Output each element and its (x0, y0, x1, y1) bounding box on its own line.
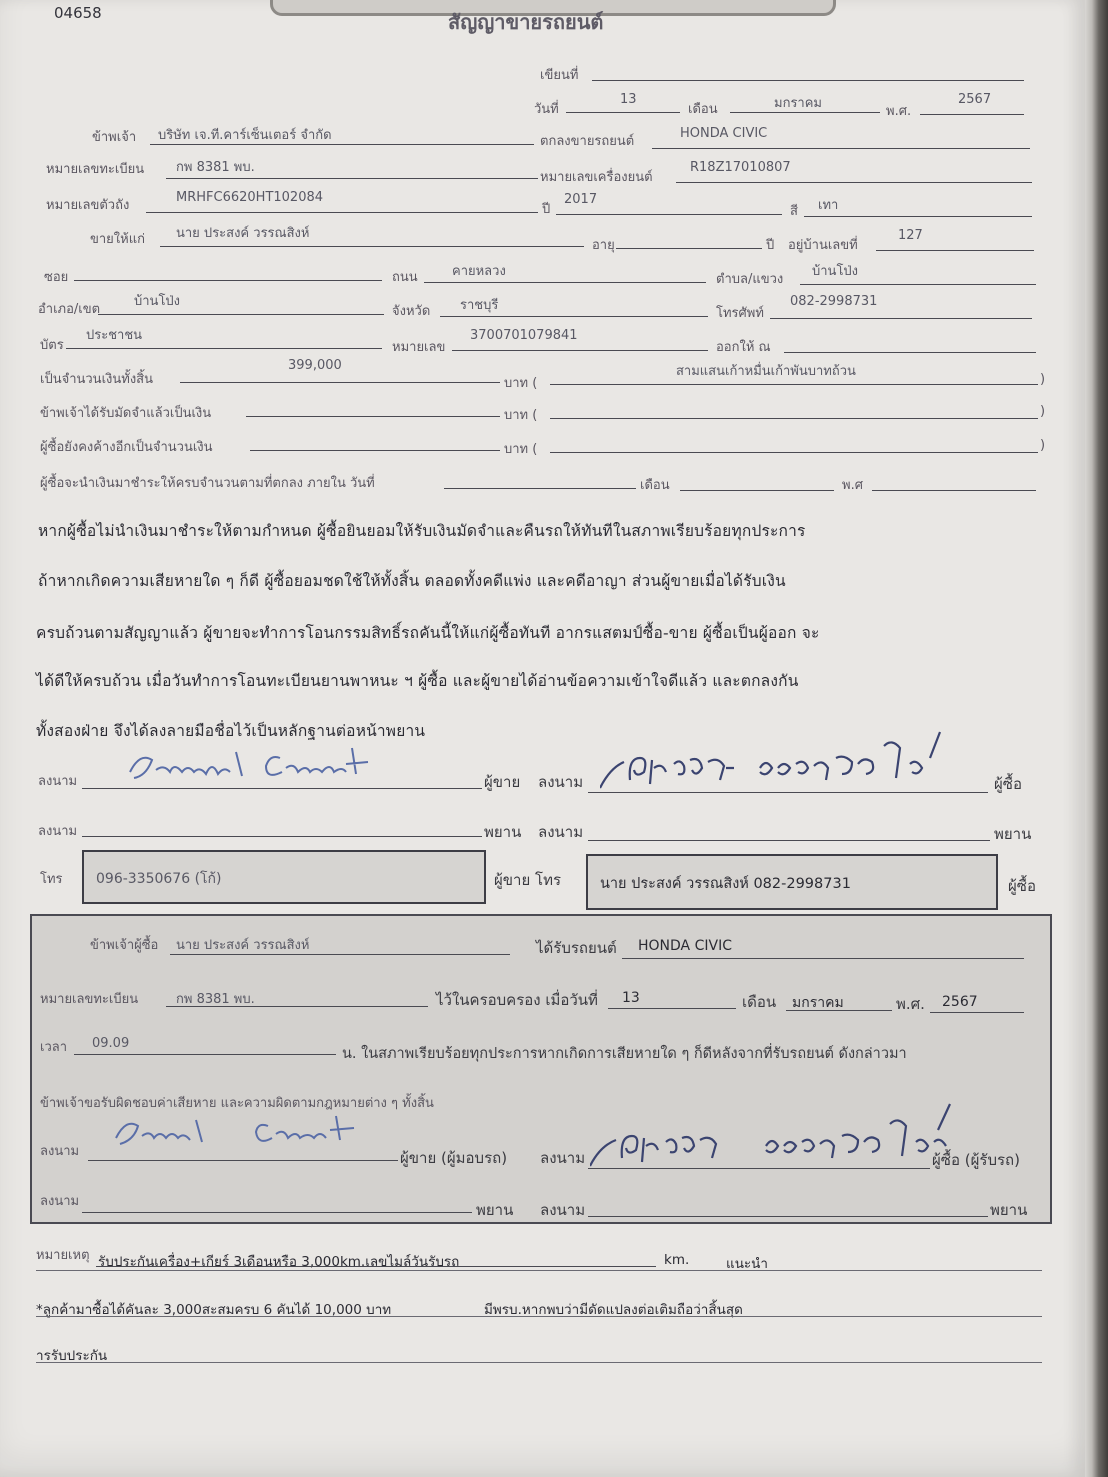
age-line (616, 248, 762, 249)
written-at-line (592, 80, 1024, 81)
remark-label: หมายเหตุ (36, 1248, 90, 1263)
time-line (74, 1054, 336, 1055)
possession-month-label: เดือน (742, 993, 777, 1011)
car-value: HONDA CIVIC (680, 126, 768, 141)
color-line (804, 216, 1032, 217)
road-value: คายหลวง (452, 264, 506, 279)
due-day-line (444, 488, 636, 489)
total-value: 399,000 (288, 358, 342, 373)
witness-2-line (588, 840, 990, 841)
registration-value: กพ 8381 พบ. (176, 160, 255, 175)
total-baht: บาท ( (504, 376, 538, 391)
soi-line (74, 280, 382, 281)
remaining-close: ) (1040, 438, 1046, 453)
receipt-buyer-line (588, 1168, 930, 1169)
day-value: 13 (620, 92, 637, 107)
month-value: มกราคม (774, 96, 822, 111)
registration-label: หมายเลขทะเบียน (46, 162, 145, 177)
sell-car-label: ตกลงขายรถยนต์ (540, 134, 635, 149)
received-car-value: HONDA CIVIC (638, 938, 732, 954)
year-line (920, 114, 1024, 115)
buyer-label: ขายให้แก่ (90, 232, 145, 247)
house-value: 127 (898, 228, 923, 243)
receipt-witness-2-role: พยาน (990, 1201, 1028, 1219)
terms-line-1: หากผู้ซื้อไม่นำเงินมาชำระให้ตามกำหนด ผู้ซื้อยินยอมให้รับเงินมัดจำและคืนรถให้ทันทีในสภาพเรียบร้อยทุกประการ (38, 522, 806, 540)
province-value: ราชบุรี (460, 298, 499, 313)
witness-1-line (82, 836, 482, 837)
age-label: อายุ (592, 238, 615, 253)
engine-value: R18Z17010807 (690, 160, 791, 175)
possession-month: มกราคม (792, 995, 844, 1011)
card-number-label: หมายเลข (392, 340, 446, 355)
document-title: สัญญาขายรถยนต์ (448, 10, 604, 34)
due-month-label: เดือน (640, 478, 670, 493)
receipt-reg-label: หมายเลขทะเบียน (40, 992, 139, 1007)
year-label: พ.ศ. (886, 104, 912, 119)
terms-line-2: ถ้าหากเกิดความเสียหายใด ๆ ก็ดี ผู้ซื้อยอมชดใช้ให้ทั้งสิ้น ตลอดทั้งคดีแพ่ง และคดีอาญา ส่วนผู้ขายเมื่อได้รับเงิน (38, 572, 786, 590)
issued-line (784, 352, 1036, 353)
possession-year-label: พ.ศ. (896, 995, 925, 1013)
chassis-label: หมายเลขตัวถัง (46, 198, 130, 213)
subdistrict-line (800, 284, 1036, 285)
soi-label: ซอย (44, 270, 69, 285)
buyer-line (160, 246, 584, 247)
terms-line-5: ทั้งสองฝ่าย จึงได้ลงลายมือชื่อไว้เป็นหลักฐานต่อหน้าพยาน (36, 722, 426, 740)
owner-label: ข้าพเจ้า (92, 130, 137, 145)
seller-sign-line (82, 788, 482, 789)
buyer-contact-value: นาย ประสงค์ วรรณสิงห์ 082-2998731 (600, 876, 851, 892)
chassis-value: MRHFC6620HT102084 (176, 190, 324, 205)
issued-label: ออกให้ ณ (716, 340, 771, 355)
total-line (180, 382, 500, 383)
witness-1-role: พยาน (484, 823, 522, 841)
year-model-label: ปี (542, 202, 551, 217)
engine-line (676, 182, 1032, 183)
written-at-label: เขียนที่ (540, 68, 579, 83)
buyer-sign-line (588, 792, 988, 793)
district-label: อำเภอ/เขต (38, 302, 101, 317)
receipt-buyer-role: ผู้ซื้อ (ผู้รับรถ) (932, 1151, 1020, 1169)
card-label: บัตร (40, 338, 64, 353)
seller-signature (120, 742, 390, 792)
sign-label-witness-1: ลงนาม (38, 824, 78, 839)
owner-value: บริษัท เจ.ที.คาร์เซ็นเตอร์ จำกัด (158, 128, 332, 143)
due-label: ผู้ซื้อจะนำเงินมาชำระให้ครบจำนวนตามที่ตกลง ภายใน วันที่ (40, 476, 375, 491)
receipt-reg-line (166, 1006, 428, 1007)
owner-line (150, 144, 534, 145)
engine-label: หมายเลขเครื่องยนต์ (540, 170, 653, 185)
due-month-line (680, 490, 834, 491)
road-line (424, 282, 706, 283)
receipt-reg-value: กพ 8381 พบ. (176, 992, 255, 1007)
total-label: เป็นจำนวนเงินทั้งสิ้น (40, 372, 153, 387)
buyer-value: นาย ประสงค์ วรรณสิงห์ (176, 226, 310, 241)
possession-label: ไว้ในครอบครอง เมื่อวันที่ (436, 991, 598, 1009)
seller-phone-label: ผู้ขาย โทร (494, 871, 562, 889)
card-value: ประชาชน (86, 328, 143, 343)
possession-month-line (786, 1010, 892, 1011)
receipt-sign-label-seller: ลงนาม (40, 1144, 80, 1159)
day-label: วันที่ (534, 102, 559, 117)
remaining-baht: บาท ( (504, 442, 538, 457)
receipt-seller-role: ผู้ขาย (ผู้มอบรถ) (400, 1149, 508, 1167)
total-close: ) (1040, 372, 1046, 387)
remark-rule-1 (36, 1270, 1042, 1271)
remark-line-2: *ลูกค้ามาซื้อได้คันละ 3,000สะสมครบ 6 คันได้ 10,000 บาท (36, 1302, 392, 1318)
condition-text: น. ในสภาพเรียบร้อยทุกประการหากเกิดการเสียหายใด ๆ ก็ดีหลังจากที่รับรถยนต์ ดังกล่าวมา (342, 1046, 907, 1062)
contact-phone-label: โทร (40, 872, 63, 887)
house-line (876, 250, 1034, 251)
possession-year-line (930, 1012, 1024, 1013)
remark-referrer: แนะนำ (726, 1256, 768, 1272)
seller-role: ผู้ขาย (484, 773, 521, 791)
remark-rule-3 (36, 1362, 1042, 1363)
phone-value: 082-2998731 (790, 294, 878, 309)
card-line (66, 348, 382, 349)
buyer-signature (600, 728, 960, 794)
time-label: เวลา (40, 1040, 68, 1055)
receipt-witness-2-line (588, 1216, 988, 1217)
remark-rule-2 (36, 1316, 1042, 1317)
total-words-line (550, 384, 1038, 385)
year-model-line (556, 214, 782, 215)
receipt-sign-label-buyer: ลงนาม (540, 1149, 586, 1167)
receipt-buyer-label: ข้าพเจ้าผู้ซื้อ (90, 938, 159, 953)
receipt-sign-label-witness-2: ลงนาม (540, 1201, 586, 1219)
receipt-sign-label-witness-1: ลงนาม (40, 1194, 80, 1209)
terms-line-3: ครบถ้วนตามสัญญาแล้ว ผู้ขายจะทำการโอนกรรมสิทธิ์รถคันนี้ให้แก่ผู้ซื้อทันที อากรแสตมป์ซื้อ-ขาย ผู้ซื้อเป็นผู้ออก จะ (36, 624, 820, 642)
phone-label: โทรศัพท์ (716, 306, 764, 321)
remark-line-3: ารรับประกัน (36, 1348, 108, 1364)
buyer-contact-label: ผู้ซื้อ (1008, 877, 1036, 895)
due-year-line (872, 490, 1036, 491)
responsibility-text: ข้าพเจ้าขอรับผิดชอบค่าเสียหาย และความผิดตามกฎหมายต่าง ๆ ทั้งสิ้น (40, 1096, 434, 1111)
time-value: 09.09 (92, 1036, 130, 1051)
receipt-buyer-line (170, 954, 510, 955)
day-line (566, 112, 680, 113)
phone-line (770, 318, 1032, 319)
remaining-words-line (550, 452, 1038, 453)
possession-day: 13 (622, 990, 640, 1006)
received-car-line (622, 958, 1024, 959)
received-car-label: ได้รับรถยนต์ (536, 939, 617, 957)
deposit-close: ) (1040, 404, 1046, 419)
remaining-line (250, 450, 500, 451)
year-value: 2567 (958, 92, 992, 107)
remark-km: km. (664, 1252, 690, 1268)
receipt-witness-1-role: พยาน (476, 1201, 514, 1219)
chassis-line (146, 212, 538, 213)
province-line (440, 316, 708, 317)
deposit-words-line (550, 418, 1038, 419)
subdistrict-value: บ้านโป่ง (812, 264, 859, 279)
document-number: 04658 (54, 4, 102, 22)
possession-year: 2567 (942, 994, 978, 1010)
house-label: อยู่บ้านเลขที่ (788, 238, 858, 253)
receipt-section (30, 914, 1052, 1224)
due-year-label: พ.ศ (842, 478, 863, 493)
district-value: บ้านโป่ง (134, 294, 181, 309)
sign-label-buyer: ลงนาม (538, 773, 584, 791)
receipt-buyer-value: นาย ประสงค์ วรรณสิงห์ (176, 938, 310, 953)
deposit-label: ข้าพเจ้าได้รับมัดจำแล้วเป็นเงิน (40, 406, 212, 421)
total-words: สามแสนเก้าหมื่นเก้าพันบาทถ้วน (676, 364, 856, 379)
sign-label-witness-2: ลงนาม (538, 823, 584, 841)
remaining-label: ผู้ซื้อยังคงค้างอีกเป็นจำนวนเงิน (40, 440, 213, 455)
color-label: สี (790, 204, 798, 219)
subdistrict-label: ตำบล/แขวง (716, 272, 784, 287)
seller-phone-value: 096-3350676 (โก้) (96, 871, 222, 887)
receipt-seller-line (88, 1160, 398, 1161)
receipt-witness-1-line (82, 1212, 472, 1213)
terms-line-4: ได้ดีให้ครบถ้วน เมื่อวันทำการโอนทะเบียนยานพาหนะ ฯ ผู้ซื้อ และผู้ขายได้อ่านข้อความเข้าใจดีแล้ว และตกลงกัน (36, 672, 799, 690)
province-label: จังหวัด (392, 304, 431, 319)
remark-line-1-rule (96, 1266, 656, 1267)
paper-edge (1085, 0, 1108, 1477)
district-line (98, 314, 384, 315)
color-value: เทา (818, 198, 839, 213)
deposit-baht: บาท ( (504, 408, 538, 423)
month-label: เดือน (688, 102, 718, 117)
receipt-seller-signature (108, 1112, 368, 1158)
car-line (652, 148, 1030, 149)
road-label: ถนน (392, 270, 418, 285)
receipt-buyer-signature (590, 1100, 960, 1170)
year-model-value: 2017 (564, 192, 598, 207)
possession-day-line (608, 1008, 736, 1009)
sign-label-seller: ลงนาม (38, 774, 78, 789)
years-label: ปี (766, 238, 775, 253)
deposit-line (246, 416, 500, 417)
buyer-role: ผู้ซื้อ (994, 775, 1022, 793)
remark-line-2b: มีพรบ.หากพบว่ามีดัดแปลงต่อเติมถือว่าสิ้นสุด (484, 1302, 743, 1318)
registration-line (166, 178, 538, 179)
month-line (730, 112, 880, 113)
remark-line-1: รับประกันเครื่อง+เกียร์ 3เดือนหรือ 3,000km.เลขไมล์วันรับรถ (98, 1254, 460, 1270)
card-number-value: 3700701079841 (470, 328, 578, 343)
card-number-line (452, 350, 708, 351)
witness-2-role: พยาน (994, 825, 1032, 843)
